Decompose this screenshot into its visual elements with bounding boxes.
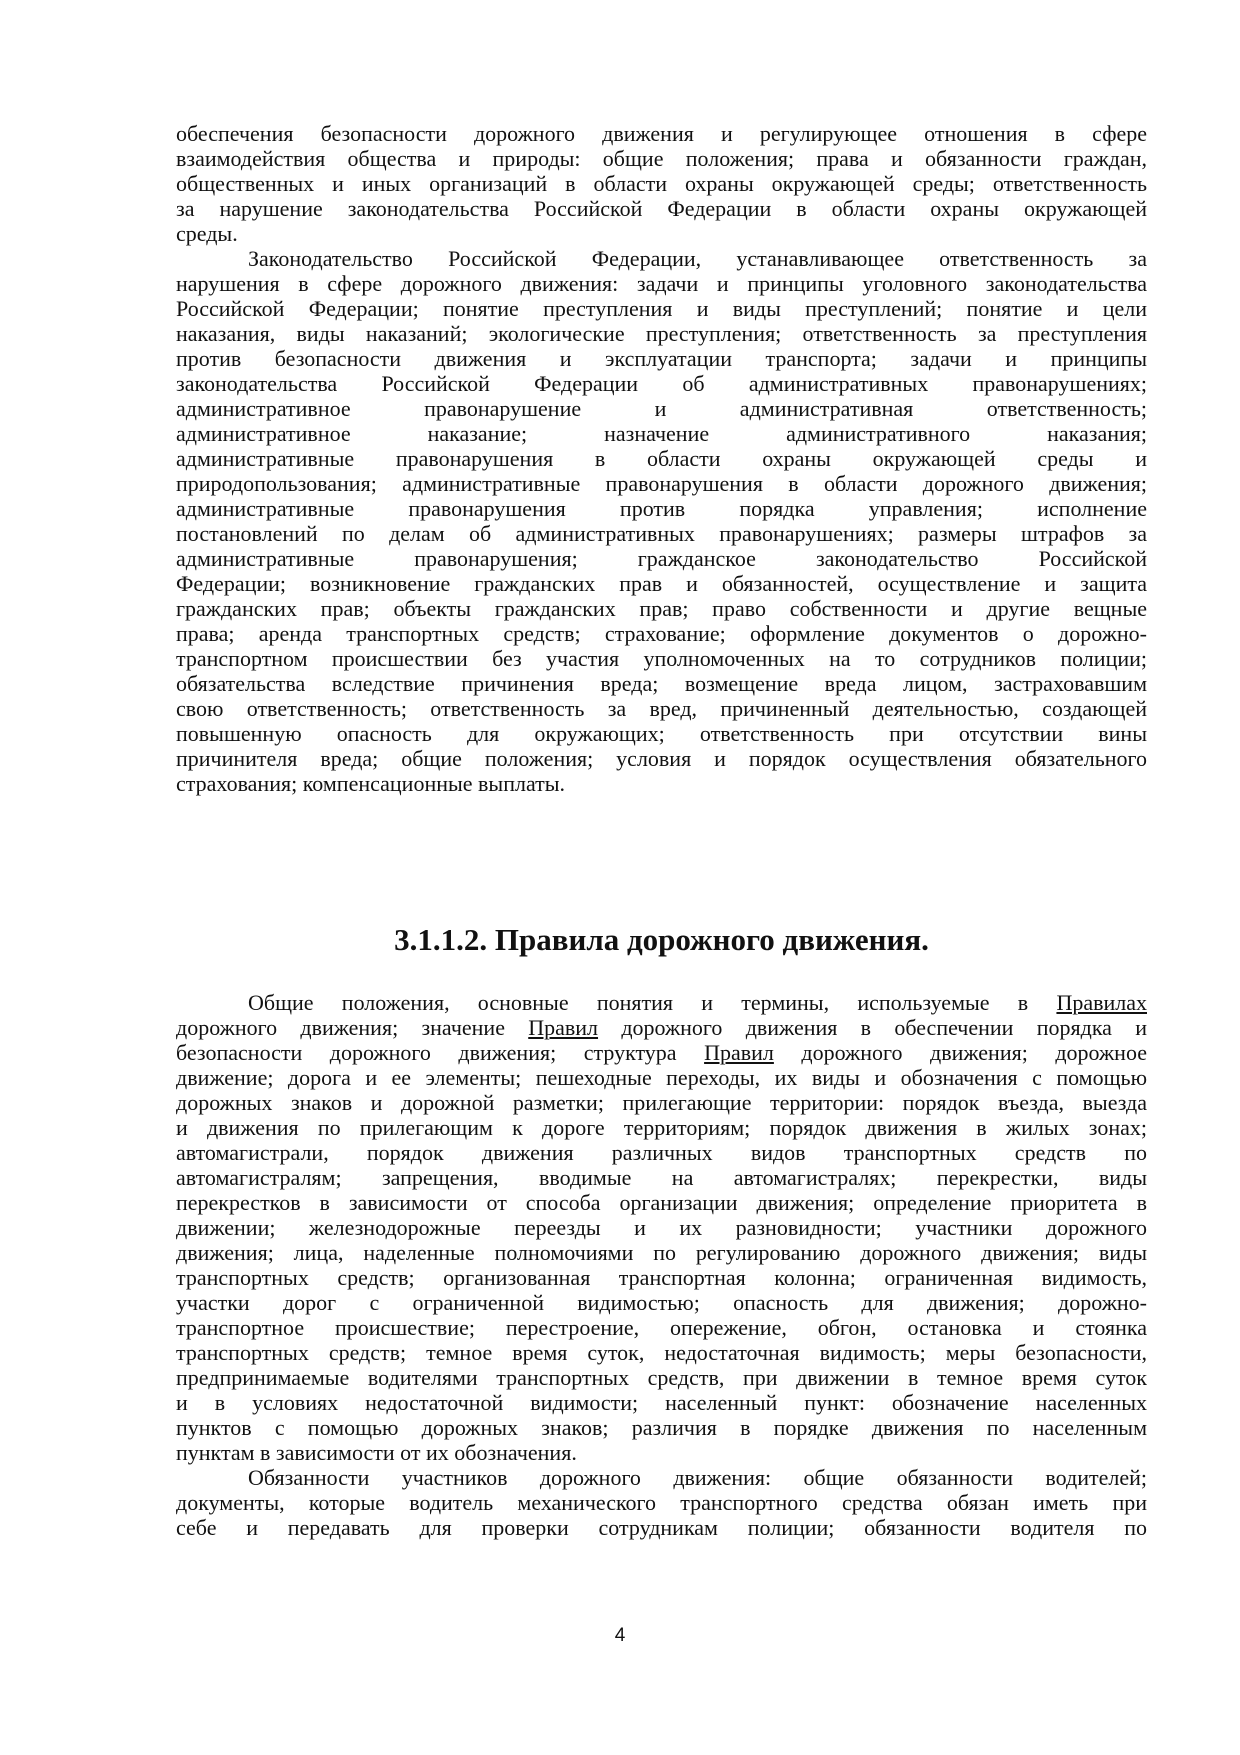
underlined-term: Правил	[704, 1040, 774, 1065]
text-line: за нарушение законодательства Российской Федерации в области охраны окружающей	[176, 196, 1147, 221]
text-line: права; аренда транспортных средств; страхование; оформление документов о дорожно-	[176, 621, 1147, 646]
paragraph	[176, 246, 1147, 796]
text-line: административное правонарушение и административная ответственность;	[176, 396, 1147, 421]
text-line: транспортных средств; темное время суток, недостаточная видимость; меры безопасности,	[176, 1340, 1147, 1365]
text-line: транспортном происшествии без участия уполномоченных на то сотрудников полиции;	[176, 646, 1147, 671]
text-line	[176, 990, 1147, 1015]
text-line: обеспечения безопасности дорожного движения и регулирующее отношения в сфере	[176, 121, 1147, 146]
text-line: и в условиях недостаточной видимости; населенный пункт: обозначение населенных	[176, 1390, 1147, 1415]
text-line: Российской Федерации; понятие преступления и виды преступлений; понятие и цели	[176, 296, 1147, 321]
text-segment: дорожного движения; значение	[176, 1015, 529, 1040]
paragraph	[176, 990, 1147, 1465]
text-line: перекрестков в зависимости от способа организации движения; определение приоритета в	[176, 1190, 1147, 1215]
text-line: Законодательство Российской Федерации, устанавливающее ответственность за	[248, 246, 1147, 271]
text-line: свою ответственность; ответственность за вред, причиненный деятельностью, создающей	[176, 696, 1147, 721]
text-line: себе и передавать для проверки сотрудникам полиции; обязанности водителя по	[176, 1515, 1147, 1540]
text-line: нарушения в сфере дорожного движения: задачи и принципы уголовного законодательства	[176, 271, 1147, 296]
text-line: и движения по прилегающим к дороге территориям; порядок движения в жилых зонах;	[176, 1115, 1147, 1140]
text-line: участки дорог с ограниченной видимостью; опасность для движения; дорожно-	[176, 1290, 1147, 1315]
text-line: предпринимаемые водителями транспортных средств, при движении в темное время суток	[176, 1365, 1147, 1390]
text-line: постановлений по делам об административных правонарушениях; размеры штрафов за	[176, 521, 1147, 546]
text-line: административное наказание; назначение административного наказания;	[176, 421, 1147, 446]
text-segment: Общие положения, основные понятия и термины, используемые в	[248, 990, 1057, 1015]
underlined-term: Правилах	[1056, 990, 1147, 1015]
text-line: дорожных знаков и дорожной разметки; прилегающие территории: порядок въезда, выезда	[176, 1090, 1147, 1115]
text-line: обязательства вследствие причинения вреда; возмещение вреда лицом, застраховавшим	[176, 671, 1147, 696]
text-line: движение; дорога и ее элементы; пешеходные переходы, их виды и обозначения с помощью	[176, 1065, 1147, 1090]
text-line: транспортное происшествие; перестроение, опережение, обгон, остановка и стоянка	[176, 1315, 1147, 1340]
text-line: природопользования; административные правонарушения в области дорожного движения;	[176, 471, 1147, 496]
text-line: причинителя вреда; общие положения; условия и порядок осуществления обязательного	[176, 746, 1147, 771]
text-line: административные правонарушения в области охраны окружающей среды и	[176, 446, 1147, 471]
text-segment: дорожного движения в обеспечении порядка и	[598, 1015, 1147, 1040]
text-line: гражданских прав; объекты гражданских прав; право собственности и другие вещные	[176, 596, 1147, 621]
text-line: Федерации; возникновение гражданских прав и обязанностей, осуществление и защита	[176, 571, 1147, 596]
text-line: транспортных средств; организованная транспортная колонна; ограниченная видимость,	[176, 1265, 1147, 1290]
text-line: автомагистрали, порядок движения различных видов транспортных средств по	[176, 1140, 1147, 1165]
section-heading: 3.1.1.2. Правила дорожного движения.	[394, 922, 929, 957]
text-segment: безопасности дорожного движения; структура	[176, 1040, 705, 1065]
text-line: повышенную опасность для окружающих; ответственность при отсутствии вины	[176, 721, 1147, 746]
underlined-term: Правил	[528, 1015, 599, 1040]
text-line: взаимодействия общества и природы: общие положения; права и обязанности граждан,	[176, 146, 1147, 171]
text-line: административные правонарушения против порядка управления; исполнение	[176, 496, 1147, 521]
text-line	[176, 1040, 1147, 1065]
paragraph	[176, 1465, 1147, 1540]
text-line: общественных и иных организаций в области охраны окружающей среды; ответственность	[176, 171, 1147, 196]
text-segment: дорожного движения; дорожное	[773, 1040, 1147, 1065]
text-line: против безопасности движения и эксплуатации транспорта; задачи и принципы	[176, 346, 1147, 371]
paragraph	[176, 121, 1147, 246]
text-line: движении; железнодорожные переезды и их разновидности; участники дорожного	[176, 1215, 1147, 1240]
text-line: документы, которые водитель механического транспортного средства обязан иметь при	[176, 1490, 1147, 1515]
text-line: административные правонарушения; гражданское законодательство Российской	[176, 546, 1147, 571]
text-line: наказания, виды наказаний; экологические преступления; ответственность за преступления	[176, 321, 1147, 346]
text-line	[176, 1015, 1147, 1040]
text-line: автомагистралям; запрещения, вводимые на автомагистралях; перекрестки, виды	[176, 1165, 1147, 1190]
text-line: законодательства Российской Федерации об административных правонарушениях;	[176, 371, 1147, 396]
text-line: страхования; компенсационные выплаты.	[176, 771, 566, 796]
text-line: движения; лица, наделенные полномочиями по регулированию дорожного движения; виды	[176, 1240, 1147, 1265]
text-line: Обязанности участников дорожного движения: общие обязанности водителей;	[248, 1465, 1147, 1490]
text-line: среды.	[176, 221, 238, 246]
page-number: 4	[614, 1625, 626, 1646]
text-line: пунктов с помощью дорожных знаков; различия в порядке движения по населенным	[176, 1415, 1147, 1440]
text-line: пунктам в зависимости от их обозначения.	[176, 1440, 577, 1465]
